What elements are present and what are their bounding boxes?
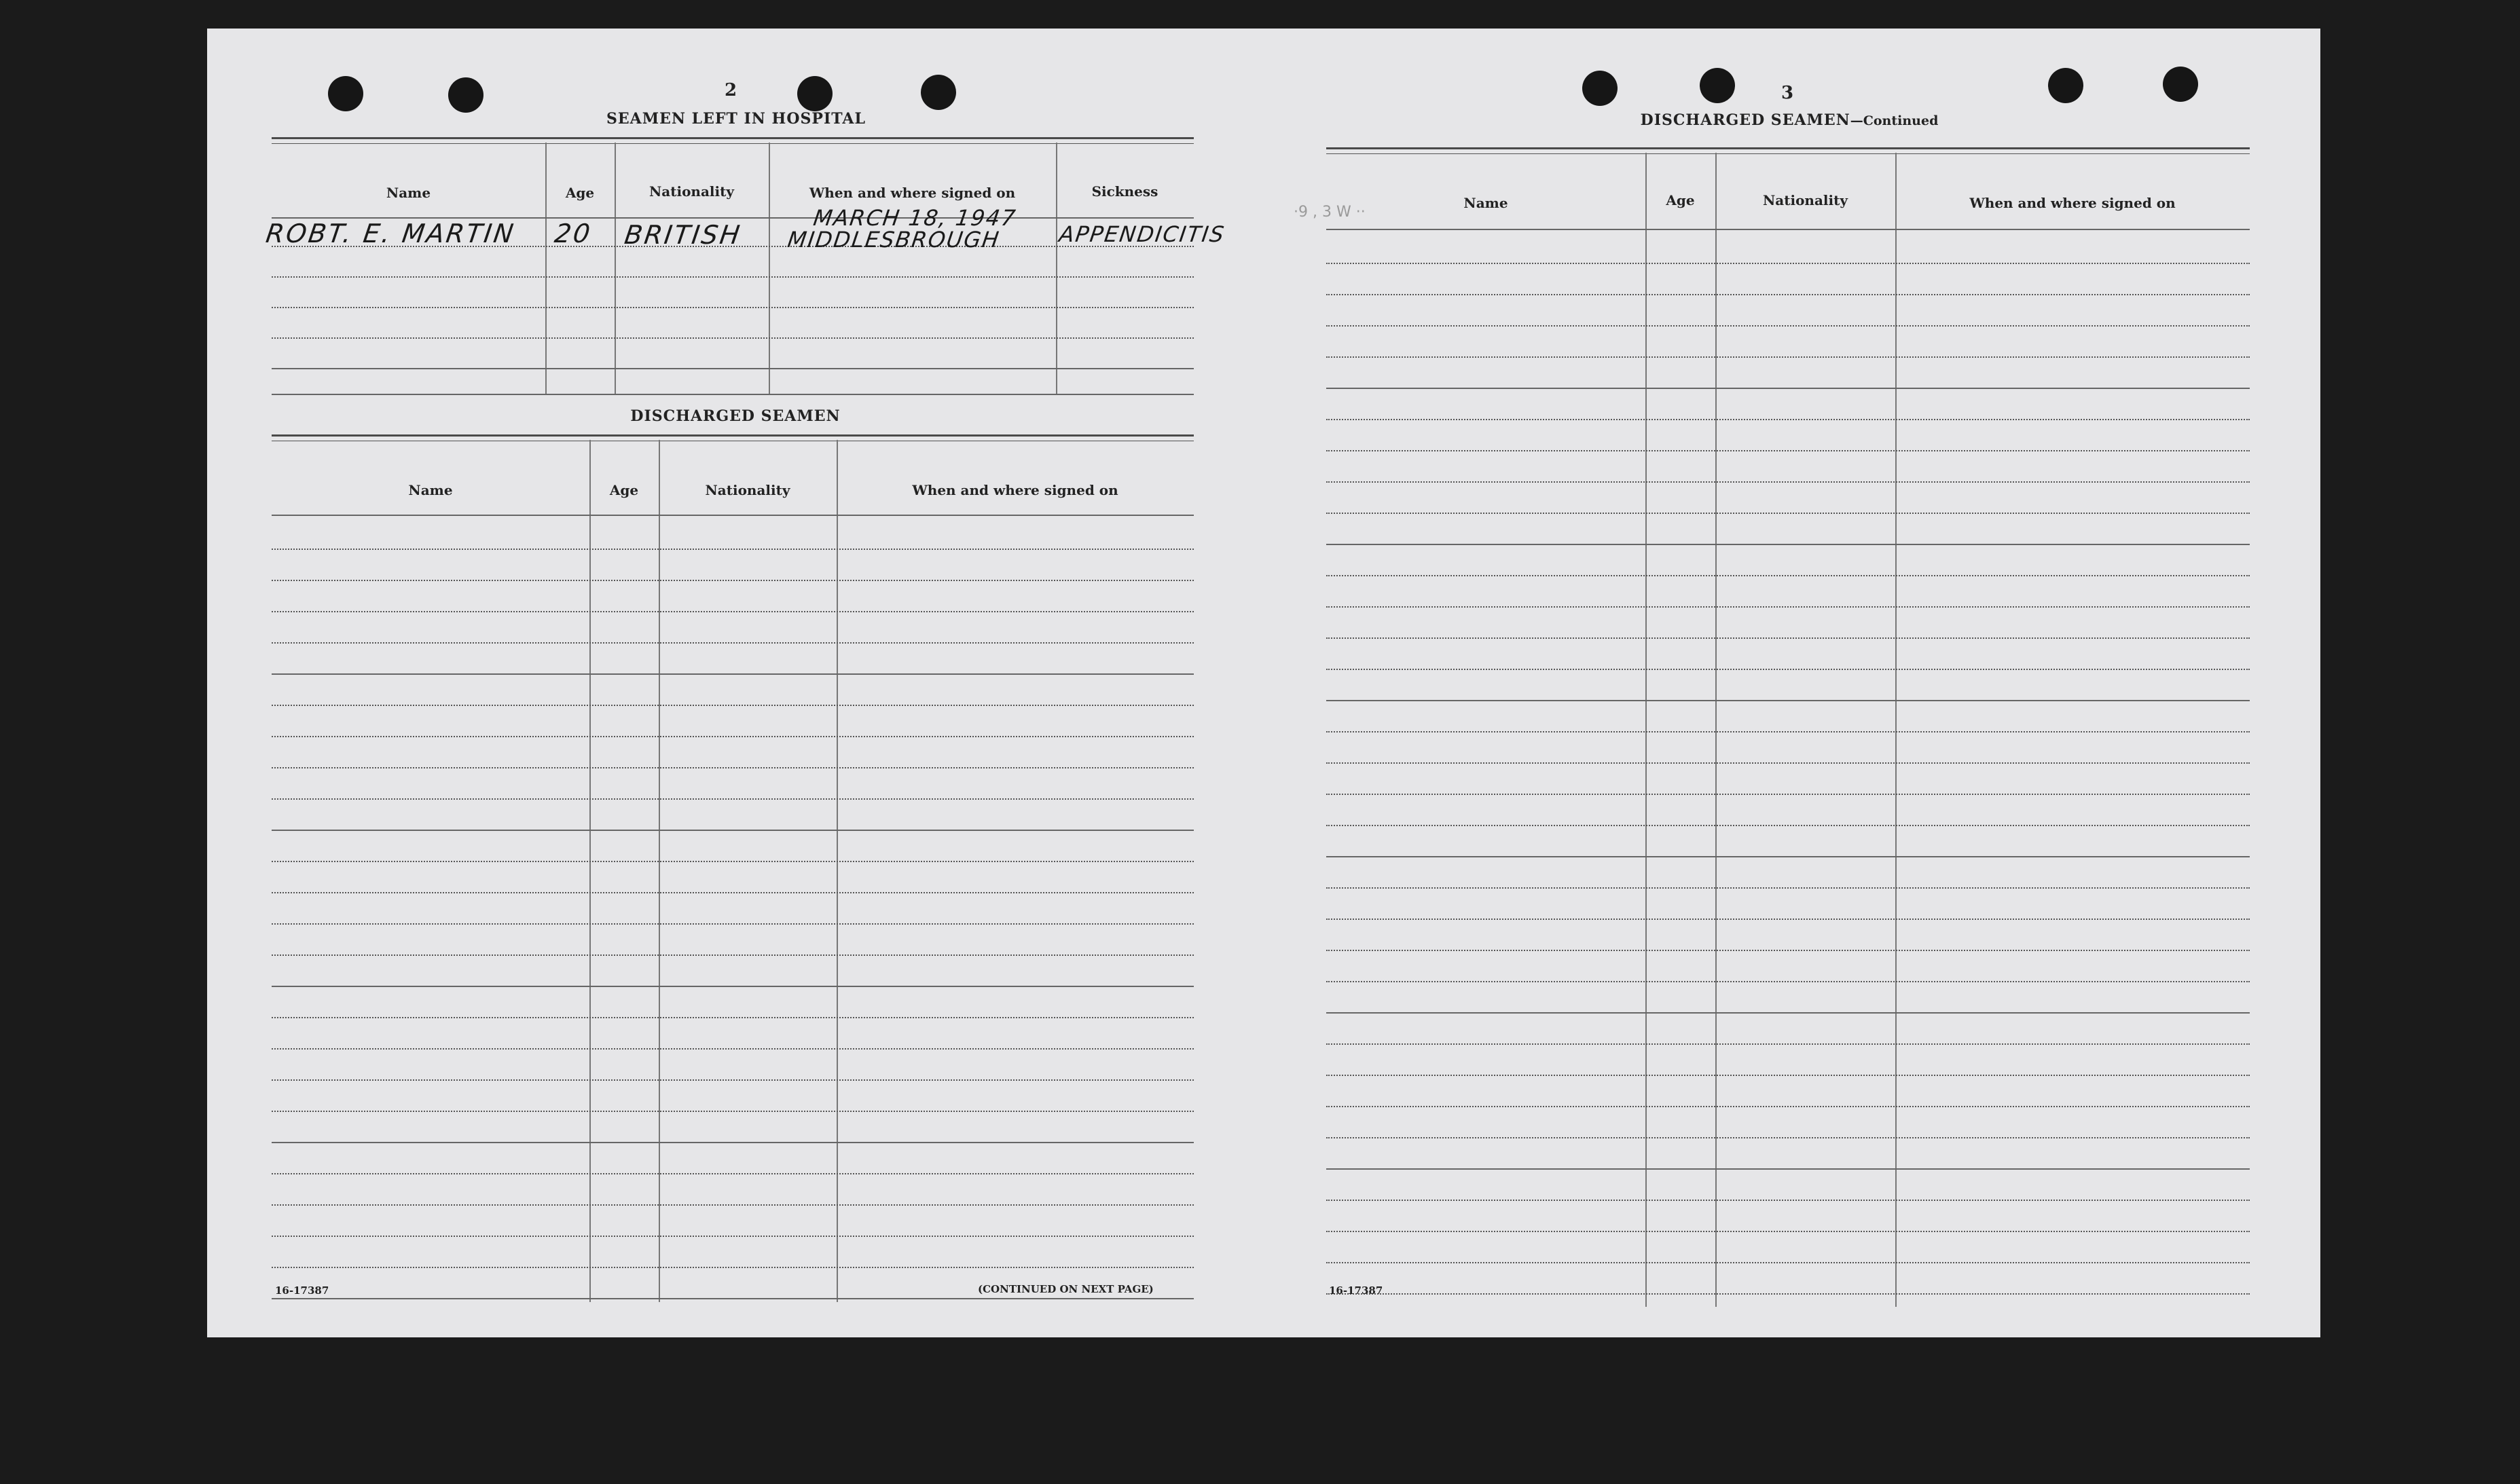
ruled-line	[1326, 731, 2250, 732]
table-top-rule	[1326, 147, 2250, 154]
ruled-line	[272, 736, 1194, 737]
ruled-line	[1326, 419, 2250, 420]
left-footer-code: 16-17387	[275, 1284, 329, 1297]
ruled-line	[1326, 325, 2250, 327]
handwritten-signed-on-date: MARCH 18, 1947	[811, 205, 1019, 231]
header-rule	[272, 515, 1194, 516]
ruled-line	[1326, 1012, 2250, 1014]
header-rule	[1326, 229, 2250, 230]
punch-hole	[2163, 67, 2198, 102]
ruled-line	[1326, 388, 2250, 389]
column-header-signed-on: When and where signed on	[912, 482, 1118, 498]
column-separator	[545, 143, 547, 394]
ruled-line	[272, 368, 1194, 369]
ruled-line	[272, 549, 1194, 550]
ruled-line	[272, 1048, 1194, 1050]
hospital-table	[263, 137, 1227, 395]
handwritten-sickness: APPENDICITIS	[1057, 221, 1227, 247]
ruled-line	[1326, 825, 2250, 826]
ruled-line	[1326, 762, 2250, 764]
ruled-line	[1326, 544, 2250, 545]
ruled-line	[1326, 1262, 2250, 1263]
ruled-line	[1326, 450, 2250, 451]
left-page-number: 2	[725, 80, 737, 100]
ruled-line	[1326, 606, 2250, 608]
column-header-sickness: Sickness	[1091, 183, 1158, 200]
handwritten-signed-on-place: MIDDLESBROUGH	[786, 227, 1002, 253]
ruled-line	[272, 954, 1194, 956]
ruled-line	[1326, 919, 2250, 920]
column-header-nationality: Nationality	[1763, 192, 1848, 208]
handwritten-name: ROBT. E. MARTIN	[263, 219, 517, 248]
discharged-continued-table	[1326, 147, 2250, 1308]
ruled-line	[272, 798, 1194, 800]
punch-hole	[921, 75, 956, 110]
ruled-line	[272, 307, 1194, 308]
column-header-nationality: Nationality	[705, 482, 790, 498]
ruled-line	[1326, 1231, 2250, 1232]
right-page-number: 3	[1781, 83, 1794, 103]
ruled-line	[1326, 1137, 2250, 1138]
punch-hole	[2048, 68, 2083, 103]
document-sheet	[207, 29, 2320, 1337]
punch-hole	[1582, 71, 1618, 106]
ruled-line	[272, 1173, 1194, 1174]
punch-hole	[797, 76, 833, 111]
ruled-line	[272, 580, 1194, 581]
ruled-line	[1326, 1293, 2250, 1295]
handwritten-age: 20	[552, 219, 594, 248]
ruled-line	[272, 892, 1194, 893]
ruled-line	[1326, 263, 2250, 264]
ruled-line	[1326, 1200, 2250, 1201]
faint-marks: ·9 , 3 W ··	[1294, 204, 1366, 221]
left-footer-continued: (CONTINUED ON NEXT PAGE)	[978, 1283, 1154, 1295]
column-header-nationality: Nationality	[649, 183, 734, 200]
punch-hole	[328, 76, 363, 111]
ruled-line	[272, 986, 1194, 987]
ruled-line	[272, 767, 1194, 768]
discharged-continued-title	[1633, 111, 1946, 129]
ruled-line	[272, 337, 1194, 339]
ruled-line	[1326, 481, 2250, 483]
discharged-continued-title-main: DISCHARGED SEAMEN	[1640, 111, 1850, 129]
discharged-table	[272, 434, 1194, 1303]
ruled-line	[272, 1267, 1194, 1268]
ruled-line	[272, 1204, 1194, 1206]
discharged-section-title: DISCHARGED SEAMEN	[630, 407, 841, 425]
column-header-signed-on: When and where signed on	[809, 185, 1016, 201]
ruled-line	[272, 1111, 1194, 1112]
right-footer-code: 16-17387	[1329, 1284, 1383, 1297]
punch-hole	[1700, 68, 1735, 103]
ruled-line	[1326, 356, 2250, 358]
table-bottom-rule	[272, 394, 1194, 395]
ruled-line	[1326, 513, 2250, 514]
table-top-rule	[272, 434, 1194, 441]
column-separator	[769, 143, 770, 394]
ruled-line	[272, 1017, 1194, 1018]
ruled-line	[272, 276, 1194, 278]
column-header-name: Name	[1463, 195, 1508, 211]
ruled-line	[1326, 950, 2250, 951]
ruled-line	[272, 1236, 1194, 1237]
column-separator	[615, 143, 616, 394]
handwritten-nationality: BRITISH	[622, 220, 744, 250]
ruled-line	[1326, 794, 2250, 795]
ruled-line	[272, 830, 1194, 831]
column-separator	[1056, 143, 1057, 394]
ruled-line	[272, 1298, 1194, 1299]
column-header-age: Age	[565, 185, 595, 201]
ruled-line	[272, 611, 1194, 612]
column-header-name: Name	[408, 482, 453, 498]
ruled-line	[1326, 856, 2250, 857]
ruled-line	[1326, 1106, 2250, 1107]
ruled-line	[1326, 575, 2250, 576]
ruled-line	[1326, 887, 2250, 889]
ruled-line	[272, 861, 1194, 862]
punch-hole	[448, 77, 483, 113]
ruled-line	[272, 705, 1194, 706]
ruled-line	[1326, 981, 2250, 982]
discharged-continued-title-suffix: —Continued	[1850, 113, 1939, 128]
hospital-section-title: SEAMEN LEFT IN HOSPITAL	[606, 110, 866, 128]
ruled-line	[272, 642, 1194, 644]
ruled-line	[1326, 637, 2250, 639]
column-header-age: Age	[609, 482, 639, 498]
ruled-line	[1326, 1168, 2250, 1170]
ruled-line	[272, 1142, 1194, 1143]
ruled-line	[1326, 669, 2250, 670]
ruled-line	[1326, 294, 2250, 295]
ruled-line	[272, 1079, 1194, 1081]
column-header-signed-on: When and where signed on	[1969, 195, 2176, 211]
ruled-line	[1326, 700, 2250, 701]
column-header-age: Age	[1666, 192, 1695, 208]
ruled-line	[1326, 1043, 2250, 1045]
ruled-line	[272, 673, 1194, 675]
ruled-line	[272, 923, 1194, 925]
column-header-name: Name	[386, 185, 431, 201]
ruled-line	[1326, 1075, 2250, 1076]
